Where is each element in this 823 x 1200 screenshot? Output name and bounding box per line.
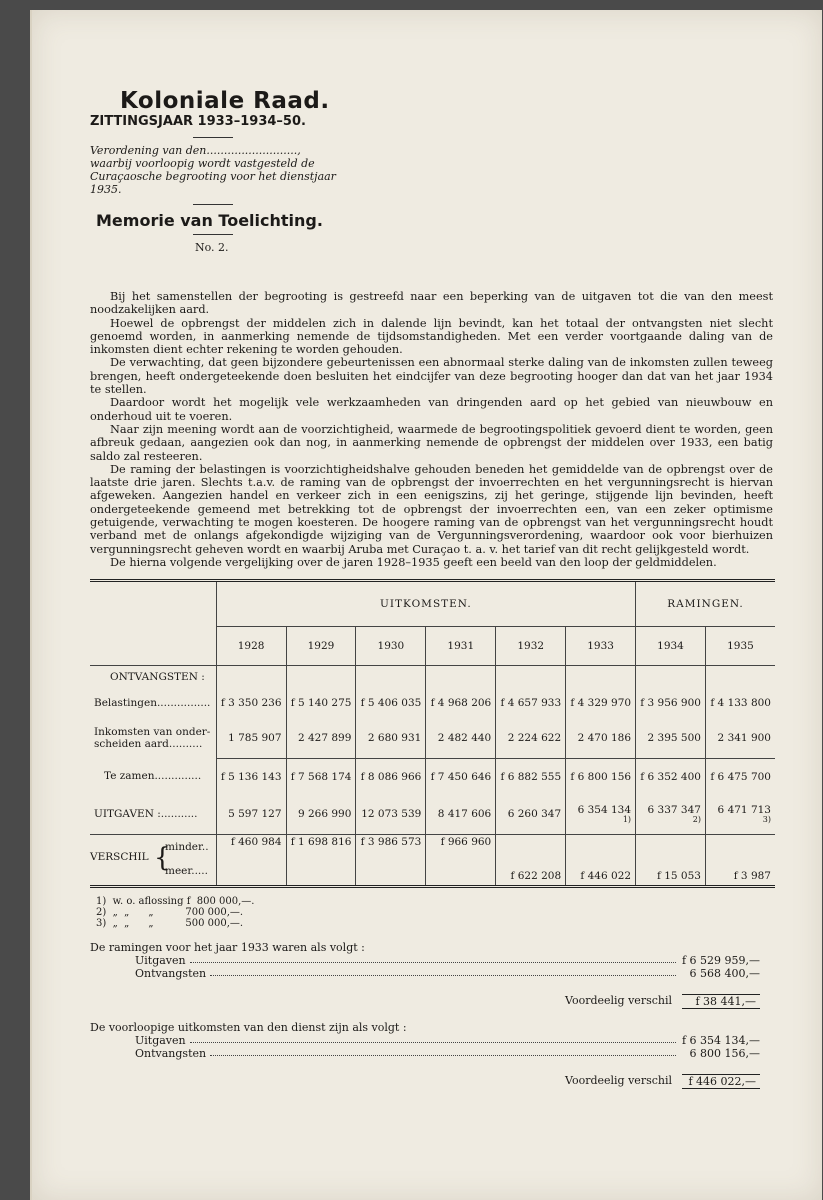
row-label: Te zamen.............. <box>104 770 202 783</box>
cell: 6 471 713 3) <box>705 795 775 835</box>
finance-table <box>90 582 775 885</box>
memorie-title: Memorie van Toelichting. <box>96 211 323 230</box>
cell: f 7 450 646 <box>426 758 496 795</box>
summary-line <box>135 954 760 967</box>
dot-leader <box>190 1034 676 1043</box>
cell: f 6 475 700 <box>705 758 775 795</box>
cell: 8 417 606 <box>426 795 496 835</box>
paragraph: Hoewel de opbrengst der middelen zich in dalende lijn bevindt, kan het totaal der ontvangsten niet slecht genoemd worden, in aanmerking nemende de tijdsomstandigheden. Met een verder voortgaande daling van de inkomsten dient echter rekening te worden gehouden. <box>90 316 773 357</box>
row-label-line: scheiden aard.......... <box>94 738 203 751</box>
line-value: f 6 529 959,— <box>681 954 760 968</box>
footnote: 1) w. o. aflossing f 800 000,—. <box>96 896 255 908</box>
cell: f 3 350 236 <box>216 688 286 718</box>
line-label: Ontvangsten <box>135 967 207 981</box>
paragraph: Bij het samenstellen der begrooting is gestreefd naar een beperking van de uitgaven tot die van den meest noodzakelijken aard. <box>90 290 773 317</box>
meer-label: meer..... <box>165 865 208 878</box>
dot-leader <box>210 1047 676 1056</box>
line-label: Ontvangsten <box>135 1047 207 1061</box>
verordening-line: Curaçaosche begrooting voor het dienstjaar <box>90 170 336 183</box>
paragraph: Naar zijn meening wordt aan de voorzichtigheid, waarmede de begrootingspolitiek gevoerd dient te worden, geen afbreuk gedaan, aangezien ook dan nog, in aanmerking nemende de opbrengst der middelen over 1933, een batig saldo zal resteeren. <box>90 422 773 463</box>
cell: f 460 984 <box>216 835 286 886</box>
row-label: ONTVANGSTEN : <box>90 666 216 689</box>
cell: f 6 352 400 <box>636 758 706 795</box>
cell: 9 266 990 <box>286 795 356 835</box>
row-label-line: Inkomsten van onder- <box>94 726 211 739</box>
raad-title: Koloniale Raad. <box>120 88 330 114</box>
year-header: 1934 <box>636 627 706 666</box>
row-label: UITGAVEN :........... <box>94 808 198 821</box>
cell: f 966 960 <box>426 835 496 886</box>
result-value: f 38 441,— <box>682 994 760 1009</box>
row-label: Belastingen................ <box>94 697 211 710</box>
dot-leader <box>190 954 676 963</box>
table-group-header <box>90 582 775 627</box>
voorloopige-uitkomsten <box>90 1021 780 1089</box>
cell: 6 354 134 1) <box>566 795 636 835</box>
cell: 6 260 347 <box>496 795 566 835</box>
page-content <box>90 88 780 1089</box>
paragraph: De hierna volgende vergelijking over de jaren 1928–1935 geeft een beeld van den loop der geldmiddelen. <box>110 555 717 569</box>
table-year-header <box>90 627 775 666</box>
table-row <box>90 758 775 795</box>
cell: f 4 657 933 <box>496 688 566 718</box>
cell: f 5 406 035 <box>356 688 426 718</box>
ramingen-1933 <box>90 941 780 1009</box>
cell: 2 427 899 <box>286 718 356 758</box>
zittingsjaar: ZITTINGSJAAR 1933–1934–50. <box>90 114 306 129</box>
document-number: No. 2. <box>195 241 229 254</box>
cell: 5 597 127 <box>216 795 286 835</box>
cell: f 3 987 <box>705 835 775 886</box>
paragraph: De raming der belastingen is voorzichtigheidshalve gehouden beneden het gemiddelde van de opbrengst over de laatste drie jaren. Slechts t.a.v. de raming van de opbrengst der invoerrechten en het vergunningsrecht is hiervan afgeweken. Aangezien handel en verkeer zich in een eenigszins, zij het geringe, stijgende lijn bevinden, heeft ondergeteekende gemeend met betrekking tot de opbrengst der invoerrechten een, van een zeker optimisme getuigende, verwachting te mogen koesteren. De hoogere raming van de opbrengst van het vergunningsrecht houdt verband met de onlangs afgekondigde wijziging van de Vergunningsverordening, waardoor ook voor bierhuizen vergunningsrecht geheven wordt en waarbij Aruba met Curaçao t. a. v. het tarief van dit recht gelijkgesteld wordt. <box>90 462 773 556</box>
cell: f 446 022 <box>566 835 636 886</box>
cell: 2 470 186 <box>566 718 636 758</box>
finance-table-wrapper <box>90 579 775 888</box>
result-value: f 446 022,— <box>682 1074 760 1089</box>
row-label <box>90 718 216 758</box>
cell: f 8 086 966 <box>356 758 426 795</box>
footnote-marker: 1) <box>622 815 632 825</box>
cell: f 4 133 800 <box>705 688 775 718</box>
cell: f 4 329 970 <box>566 688 636 718</box>
line-label: Uitgaven <box>135 1034 186 1048</box>
result-label: Voordeelig verschil <box>565 1074 672 1088</box>
cell: f 5 136 143 <box>216 758 286 795</box>
cell: f 15 053 <box>636 835 706 886</box>
cell: f 6 882 555 <box>496 758 566 795</box>
section-intro: De voorloopige uitkomsten van den dienst zijn als volgt : <box>90 1021 407 1035</box>
verordening-line: waarbij voorloopig wordt vastgesteld de <box>90 157 315 170</box>
cell: f 4 968 206 <box>426 688 496 718</box>
cell: 2 680 931 <box>356 718 426 758</box>
divider <box>193 234 233 235</box>
cell: f 6 800 156 <box>566 758 636 795</box>
footnote: 2) „ „ „ 700 000,—. <box>96 907 244 919</box>
verordening-line: Verordening van den.........................., <box>90 144 301 157</box>
table-row <box>90 666 775 689</box>
body-text <box>90 290 773 569</box>
divider <box>193 204 233 205</box>
footnote-marker: 3) <box>762 815 771 825</box>
line-label: Uitgaven <box>135 954 186 968</box>
dot-leader <box>210 967 676 976</box>
cell: 1 785 907 <box>216 718 286 758</box>
row-label <box>90 835 216 886</box>
section-intro: De ramingen voor het jaar 1933 waren als volgt : <box>90 941 365 955</box>
cell: f 7 568 174 <box>286 758 356 795</box>
cell: 12 073 539 <box>356 795 426 835</box>
summary-line <box>135 967 760 980</box>
summary-line <box>135 1047 760 1060</box>
year-header: 1929 <box>286 627 356 666</box>
result-label: Voordeelig verschil <box>565 994 672 1008</box>
cell: f 5 140 275 <box>286 688 356 718</box>
summary-line <box>135 1034 760 1047</box>
verordening-line: 1935. <box>90 183 122 196</box>
line-value: 6 800 156,— <box>689 1047 760 1061</box>
paragraph: De verwachting, dat geen bijzondere gebeurtenissen een abnormaal sterke daling van de inkomsten zullen teweeg brengen, heeft ondergeteekende doen besluiten het eindcijfer van deze begrooting hooger dan dat van het jaar 1934 te stellen. <box>90 356 773 397</box>
cell: 2 224 622 <box>496 718 566 758</box>
summary-result <box>90 1074 760 1089</box>
cell: f 1 698 816 <box>286 835 356 886</box>
paragraph: Daardoor wordt het mogelijk vele werkzaamheden van dringenden aard op het gebied van nieuwbouw en onderhoud uit te voeren. <box>90 396 773 423</box>
cell: 2 482 440 <box>426 718 496 758</box>
line-value: 6 568 400,— <box>689 967 760 981</box>
table-row <box>90 718 775 758</box>
minder-label: minder.. <box>165 841 209 854</box>
cell: 2 395 500 <box>636 718 706 758</box>
cell: f 622 208 <box>496 835 566 886</box>
cell: f 3 986 573 <box>356 835 426 886</box>
document-page <box>30 10 822 1200</box>
divider <box>193 137 233 138</box>
footnote: 3) „ „ „ 500 000,—. <box>96 918 244 930</box>
year-header: 1932 <box>496 627 566 666</box>
year-header: 1931 <box>426 627 496 666</box>
cell: f 3 956 900 <box>636 688 706 718</box>
year-header: 1930 <box>356 627 426 666</box>
line-value: f 6 354 134,— <box>681 1034 760 1048</box>
cell: 6 337 347 2) <box>636 795 706 835</box>
summary-result <box>90 994 760 1009</box>
year-header: 1935 <box>705 627 775 666</box>
verordening-text <box>90 144 340 196</box>
year-header: 1928 <box>216 627 286 666</box>
verschil-label: VERSCHIL <box>90 851 149 864</box>
table-row <box>90 795 775 835</box>
cell: 2 341 900 <box>705 718 775 758</box>
footnotes <box>96 896 780 929</box>
footnote-marker: 2) <box>692 815 701 825</box>
brace: { <box>154 843 171 874</box>
table-row <box>90 688 775 718</box>
group-uitkomsten: UITKOMSTEN. <box>216 582 635 627</box>
group-ramingen: RAMINGEN. <box>636 582 775 627</box>
table-row <box>90 835 775 886</box>
year-header: 1933 <box>566 627 636 666</box>
